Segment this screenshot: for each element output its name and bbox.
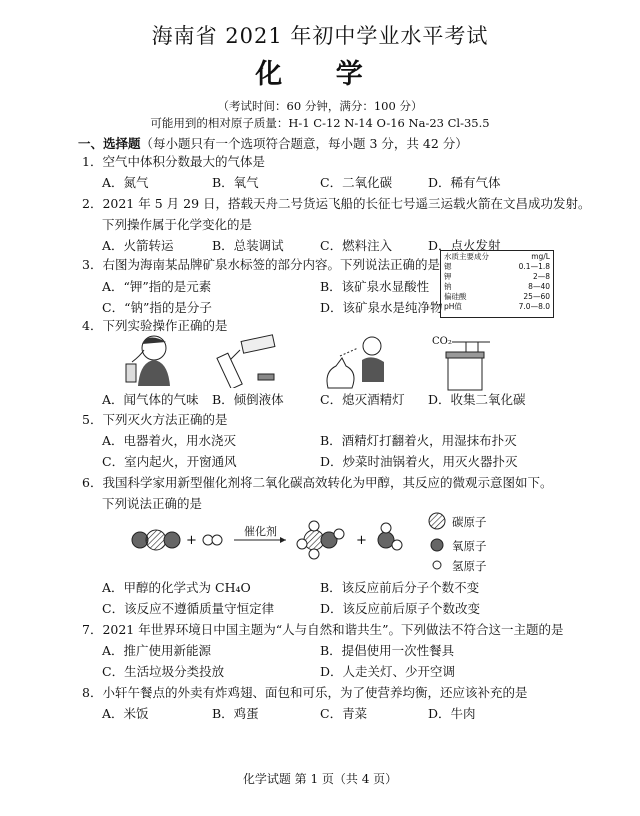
question-stem: 2021 年 5 月 29 日，搭载天舟二号货运飞船的长征七号遥三运载火箭在文昌成功发射。 bbox=[102, 196, 591, 211]
co2-label: CO₂ bbox=[432, 336, 452, 347]
q5-option-d: D．炒菜时油锅着火，用灭火器扑灭 bbox=[320, 454, 518, 469]
q4-option-c: C．熄灭酒精灯 bbox=[320, 392, 405, 407]
legend-carbon: 碳原子 bbox=[452, 515, 487, 529]
question-5 bbox=[82, 410, 227, 428]
q4-option-a: A．闻气体的气味 bbox=[102, 392, 199, 407]
q1-option-b: B．氧气 bbox=[212, 175, 259, 190]
table-row bbox=[444, 302, 550, 312]
q7-option-a: A．推广使用新能源 bbox=[102, 643, 212, 658]
q2-option-d: D．点火发射 bbox=[428, 238, 501, 253]
question-stem: 2021 年世界环境日中国主题为“人与自然和谐共生”。下列做法不符合这一主题的是 bbox=[102, 622, 564, 637]
page-footer: 化学试题 第 1 页（共 4 页） bbox=[242, 772, 398, 786]
reaction-diagram bbox=[118, 512, 418, 568]
q2-option-a: A．火箭转运 bbox=[102, 238, 174, 253]
row-value: 8—40 bbox=[528, 282, 550, 291]
exam-title: 海南省 2021 年初中学业水平考试 bbox=[151, 24, 489, 48]
question-number: 4． bbox=[82, 318, 103, 333]
pouring-liquid-figure bbox=[210, 332, 282, 388]
legend-hydrogen: 氢原子 bbox=[452, 559, 487, 573]
row-value: 25—60 bbox=[523, 292, 550, 301]
q1-option-d: D．稀有气体 bbox=[428, 175, 501, 190]
q2-option-b: B．总装调试 bbox=[212, 238, 284, 253]
table-row bbox=[444, 292, 550, 302]
question-number: 3． bbox=[82, 257, 103, 272]
question-number: 8． bbox=[82, 685, 103, 700]
question-1 bbox=[82, 152, 265, 170]
atomic-masses: 可能用到的相对原子质量：H-1 C-12 N-14 O-16 Na-23 Cl-35.5 bbox=[150, 116, 490, 130]
row-name: 偏硅酸 bbox=[444, 292, 467, 301]
q8-option-a: A．米饭 bbox=[102, 706, 149, 721]
question-number: 7． bbox=[82, 622, 103, 637]
question-stem: 空气中体积分数最大的气体是 bbox=[102, 154, 265, 169]
question-stem: 我国科学家用新型催化剂将二氧化碳高效转化为甲醇，其反应的微观示意图如下。 bbox=[102, 475, 553, 490]
q8-option-c: C．青菜 bbox=[320, 706, 368, 721]
question-7 bbox=[82, 620, 564, 638]
question-6-stem-2: 下列说法正确的是 bbox=[102, 496, 203, 511]
q6-option-a: A．甲醇的化学式为 CH₄O bbox=[102, 580, 251, 595]
question-number: 1． bbox=[82, 154, 103, 169]
row-value: 7.0—8.0 bbox=[518, 302, 550, 311]
question-2-stem-2: 下列操作属于化学变化的是 bbox=[102, 217, 253, 232]
question-stem: 下列灭火方法正确的是 bbox=[102, 412, 228, 427]
q3-option-c: C．“钠”指的是分子 bbox=[102, 300, 212, 315]
catalyst-label: 催化剂 bbox=[244, 525, 277, 538]
q3-option-d: D．该矿泉水是纯净物 bbox=[320, 300, 443, 315]
subject-title: 化 学 bbox=[255, 59, 385, 90]
row-name: 钠 bbox=[444, 282, 452, 291]
q2-option-c: C．燃料注入 bbox=[320, 238, 393, 253]
svg-text:+: + bbox=[186, 533, 197, 548]
q5-option-b: B．酒精灯打翻着火，用湿抹布扑灭 bbox=[320, 433, 517, 448]
extinguish-lamp-figure bbox=[322, 332, 392, 390]
q1-option-c: C．二氧化碳 bbox=[320, 175, 393, 190]
section-label: 一、选择题 bbox=[78, 136, 141, 151]
q7-option-b: B．提倡使用一次性餐具 bbox=[320, 643, 455, 658]
q7-option-d: D．人走关灯、少开空调 bbox=[320, 664, 456, 679]
legend-oxygen: 氧原子 bbox=[452, 539, 487, 553]
section-heading bbox=[78, 134, 468, 152]
question-number: 2． bbox=[82, 196, 103, 211]
header-left: 水质主要成分 bbox=[444, 252, 489, 261]
q1-option-a: A．氮气 bbox=[102, 175, 149, 190]
row-name: 锶 bbox=[444, 262, 452, 271]
q6-option-b: B．该反应前后分子个数不变 bbox=[320, 580, 480, 595]
q8-option-d: D．牛肉 bbox=[428, 706, 476, 721]
q8-option-b: B．鸡蛋 bbox=[212, 706, 259, 721]
question-stem: 小轩午餐点的外卖有炸鸡翅、面包和可乐，为了使营养均衡，还应该补充的是 bbox=[102, 685, 528, 700]
atom-legend-icons bbox=[428, 512, 446, 574]
q5-option-c: C．室内起火，开窗通风 bbox=[102, 454, 237, 469]
row-name: 钾 bbox=[444, 272, 452, 281]
svg-text:+: + bbox=[356, 533, 367, 548]
question-2 bbox=[82, 194, 591, 212]
table-row bbox=[444, 272, 550, 282]
question-number: 5． bbox=[82, 412, 103, 427]
section-instructions: （每小题只有一个选项符合题意，每小题 3 分，共 42 分） bbox=[140, 136, 468, 151]
mineral-water-label-table bbox=[440, 250, 554, 318]
table-row bbox=[444, 262, 550, 272]
q7-option-c: C．生活垃圾分类投放 bbox=[102, 664, 225, 679]
question-6 bbox=[82, 473, 552, 491]
question-3 bbox=[82, 255, 440, 273]
table-header bbox=[444, 252, 550, 262]
q4-option-b: B．倾倒液体 bbox=[212, 392, 284, 407]
q3-option-b: B．该矿泉水显酸性 bbox=[320, 279, 430, 294]
q5-option-a: A．电器着火，用水浇灭 bbox=[102, 433, 237, 448]
smelling-gas-figure bbox=[118, 330, 178, 388]
exam-info: （考试时间：60 分钟，满分：100 分） bbox=[217, 99, 423, 113]
q4-option-d: D．收集二氧化碳 bbox=[428, 392, 526, 407]
header-right: mg/L bbox=[531, 252, 550, 261]
question-number: 6． bbox=[82, 475, 103, 490]
q6-option-d: D．该反应前后原子个数改变 bbox=[320, 601, 481, 616]
question-8 bbox=[82, 683, 527, 701]
row-name: pH值 bbox=[444, 302, 462, 311]
table-row bbox=[444, 282, 550, 292]
q3-option-a: A．“钾”指的是元素 bbox=[102, 279, 212, 294]
row-value: 2—8 bbox=[532, 272, 550, 281]
q6-option-c: C．该反应不遵循质量守恒定律 bbox=[102, 601, 275, 616]
question-stem: 下列实验操作正确的是 bbox=[102, 318, 228, 333]
question-stem: 右图为海南某品牌矿泉水标签的部分内容。下列说法正确的是 bbox=[102, 257, 440, 272]
row-value: 0.1—1.8 bbox=[518, 262, 550, 271]
